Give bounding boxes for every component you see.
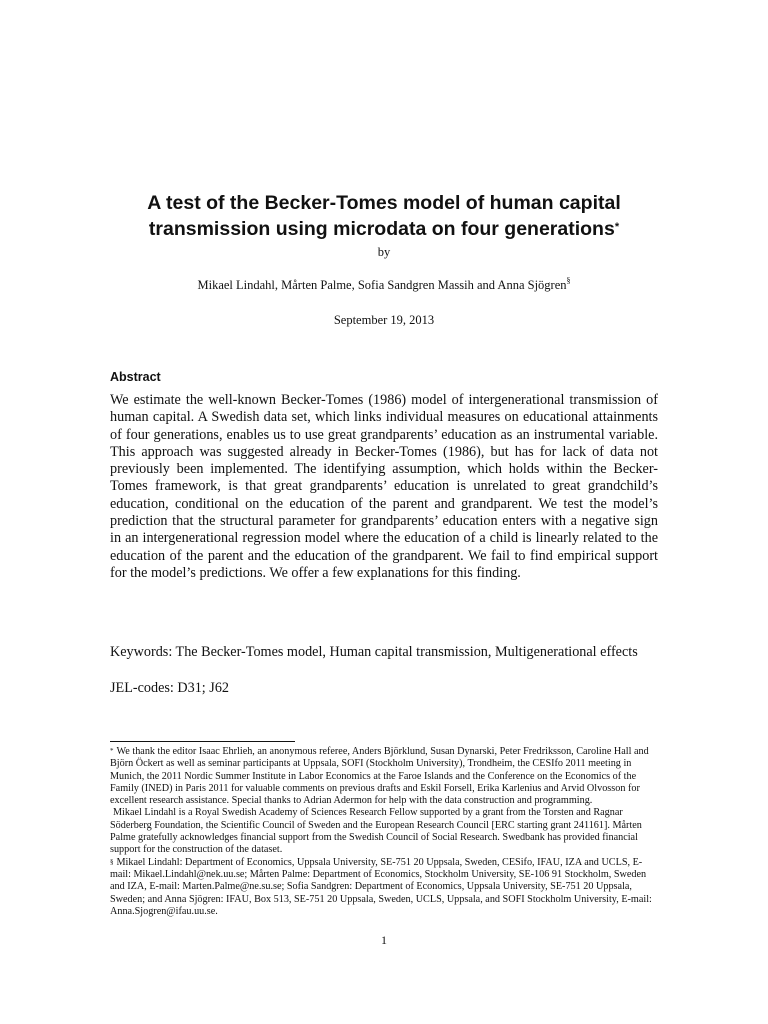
footnote-funding — [110, 807, 658, 856]
title-line-1: A test of the Becker-Tomes model of human capital — [147, 192, 621, 214]
title-footnote-mark: * — [614, 221, 620, 233]
abstract-body: We estimate the well-known Becker-Tomes (1986) model of intergenerational transmission of human capital. A Swedish data set, which links individual measures on educational attainments of four generations, enables us to use great grandparents’ education as an instrumental variable. This approach was suggested already in Becker-Tomes (1986), but has for lack of data not previously been implemented. The identifying assumption, which holds within the Becker-Tomes framework, is that great grandparents’ education is unrelated to great grandchild’s education, conditional on the education of the parent and grandparent. We test the model’s prediction that the structural parameter for grandparents’ education enters with a negative sign in an intergenerational regression model where the education of a child is linearly related to the education of the parent and the education of the grandparent. We fail to find empirical support for the model’s predictions. We offer a few explanations for this finding. — [110, 392, 658, 581]
page-number: 1 — [381, 933, 387, 947]
by-line: by — [377, 245, 391, 259]
abstract-heading: Abstract — [110, 370, 161, 384]
footnote-mark: * — [110, 747, 114, 755]
jel-codes: JEL-codes: D31; J62 — [110, 680, 230, 696]
footnote-mark: § — [110, 857, 114, 866]
authors-text: Mikael Lindahl, Mårten Palme, Sofia Sandgren Massih and Anna Sjögren — [197, 278, 567, 292]
footnote-acknowledgements — [110, 746, 658, 807]
keywords: Keywords: The Becker-Tomes model, Human capital transmission, Multigenerational effects — [110, 644, 638, 660]
footnote-divider — [110, 741, 295, 742]
footnote-text: Mikael Lindahl: Department of Economics, Uppsala University, SE-751 20 Uppsala, Sweden, CESifo, IFAU, IZA and UCLS, E-mail: Mikael.Lindahl@nek.uu.se; Mårten Palme: Department of Economics, Stockholm University, SE-106 91 Stockholm, Sweden and IZA, E-mail: Marten.Palme@ne.su.se; Sofia Sandgren: Department of Economics, Uppsala University, SE-751 20 Uppsala, Sweden; and Anna Sjögren: IFAU, Box 513, SE-751 20 Uppsala, Sweden, UCLS, Uppsala, and SOFI Stockholm University, E-mail: Anna.Sjogren@ifau.uu.se. — [110, 856, 652, 917]
footnote-affiliations — [110, 857, 658, 918]
paper-date: September 19, 2013 — [333, 313, 435, 327]
author-list — [0, 278, 768, 293]
footnotes — [110, 746, 658, 918]
authors-footnote-mark: § — [566, 276, 571, 285]
footnote-text: Mikael Lindahl is a Royal Swedish Academy of Sciences Research Fellow supported by a grant from the Torsten and Ragnar Söderberg Foundation, the Scientific Council of Sweden and the European Research Council [ERC starting grant 241161]. Mårten Palme gratefully acknowledges financial support from the Swedish Council of Social Research. Swedbank has provided financial support for the construction of the dataset. — [110, 807, 642, 856]
title-line-2 — [80, 216, 688, 242]
paper-title — [80, 190, 688, 242]
title-line-2-text: transmission using microdata on four generations — [148, 218, 615, 240]
footnote-text: We thank the editor Isaac Ehrlieh, an anonymous referee, Anders Björklund, Susan Dynarski, Peter Fredriksson, Caroline Hall and Björn Öckert as well as seminar participants at Uppsala, SOFI (Stockholm University), Trondheim, the CESIfo 2011 meeting in Munich, the 2011 Nordic Summer Institute in Labor Economics at the Faroe Islands and the Conference on the Economics of the Family (INED) in Paris 2011 for valuable comments on previous drafts and Eskil Forsell, Erika Karlenius and Arvid Olvosson for excellent research assistance. Special thanks to Adrian Adermon for help with the data construction and programming. — [110, 746, 649, 807]
